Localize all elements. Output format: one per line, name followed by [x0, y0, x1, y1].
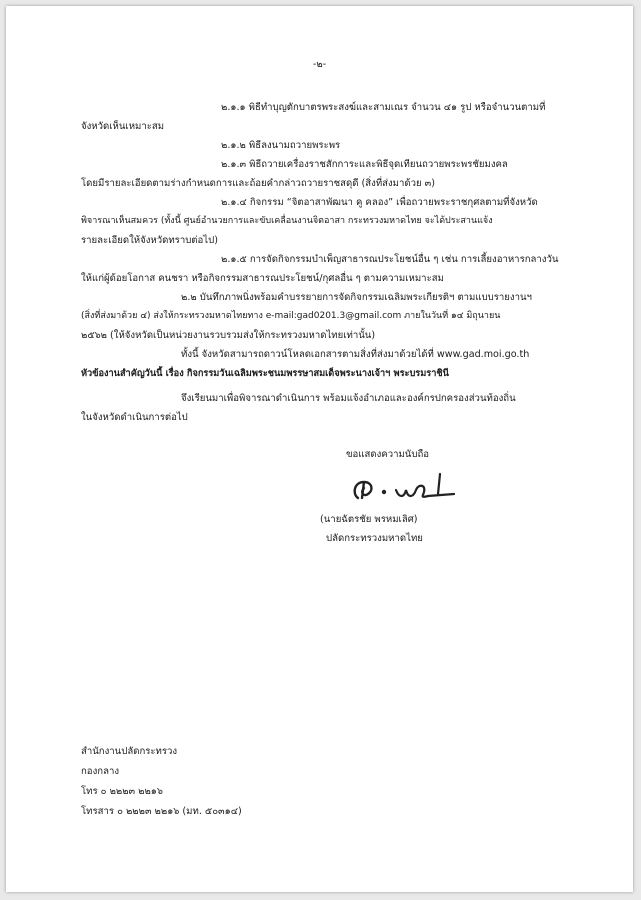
footer-phone: โทร ๐ ๒๒๒๓ ๒๒๑๖ [81, 786, 163, 797]
footer-fax: โทรสาร ๐ ๒๒๒๓ ๒๒๑๖ (มท. ๕๐๓๑๔) [81, 806, 242, 817]
body-line-15: หัวข้องานสำคัญวันนี้ เรื่อง กิจกรรมวันเฉลิมพระชนมพรรษาสมเด็จพระนางเจ้าฯ พระบรมราชินี [81, 368, 449, 379]
body-line-4: ๒.๑.๓ พิธีถวายเครื่องราชสักการะและพิธีจุดเทียนถวายพระพรชัยมงคล [221, 159, 508, 170]
body-line-2: จังหวัดเห็นเหมาะสม [81, 121, 165, 132]
body-line-9: ๒.๑.๕ การจัดกิจกรรมบำเพ็ญสาธารณประโยชน์อื่น ๆ เช่น การเลี้ยงอาหารกลางวัน [221, 254, 559, 265]
body-line-13: ๒๕๖๒ (ให้จังหวัดเป็นหน่วยงานรวบรวมส่งให้กระทรวงมหาดไทยเท่านั้น) [81, 330, 376, 341]
signer-name: (นายฉัตรชัย พรหมเลิศ) [320, 514, 418, 525]
closing-salutation: ขอแสดงความนับถือ [346, 449, 430, 460]
page-number: -๒- [312, 59, 327, 70]
body-line-3: ๒.๑.๒ พิธีลงนามถวายพระพร [221, 140, 341, 151]
footer-office: สำนักงานปลัดกระทรวง [81, 746, 178, 757]
body-line-10: ให้แก่ผู้ด้อยโอกาส คนชรา หรือกิจกรรมสาธารณประโยชน์/กุศลอื่น ๆ ตามความเหมาะสม [81, 273, 444, 284]
body-line-16: จึงเรียนมาเพื่อพิจารณาดำเนินการ พร้อมแจ้งอำเภอและองค์กรปกครองส่วนท้องถิ่น [181, 393, 516, 404]
body-line-6: ๒.๑.๔ กิจกรรม “จิตอาสาพัฒนา คู คลอง” เพื่อถวายพระราชกุศลตามที่จังหวัด [221, 197, 538, 208]
body-line-12: (สิ่งที่ส่งมาด้วย ๔) ส่งให้กระทรวงมหาดไทยทาง e-mail:gad0201.3@gmail.com ภายในวันที่ ๑๔ มิถุนายน [81, 311, 501, 321]
body-line-5: โดยมีรายละเอียดตามร่างกำหนดการและถ้อยคำกล่าวถวายราชสดุดี (สิ่งที่ส่งมาด้วย ๓) [81, 178, 435, 189]
body-line-17: ในจังหวัดดำเนินการต่อไป [81, 412, 188, 423]
body-line-7: พิจารณาเห็นสมควร (ทั้งนี้ ศูนย์อำนวยการและขับเคลื่อนงานจิตอาสา กระทรวงมหาดไทย จะได้ประสานแจ้ง [81, 216, 493, 226]
body-line-8: รายละเอียดให้จังหวัดทราบต่อไป) [81, 235, 218, 246]
signature [344, 468, 474, 508]
body-line-14: ทั้งนี้ จังหวัดสามารถดาวน์โหลดเอกสารตามสิ่งที่ส่งมาด้วยได้ที่ www.gad.moi.go.th [181, 349, 530, 360]
body-line-11: ๒.๒ บันทึกภาพนิ่งพร้อมคำบรรยายการจัดกิจกรรมเฉลิมพระเกียรติฯ ตามแบบรายงานฯ [181, 292, 532, 303]
footer-division: กองกลาง [81, 766, 120, 777]
signer-title: ปลัดกระทรวงมหาดไทย [326, 533, 423, 544]
document-page [6, 6, 633, 892]
body-line-1: ๒.๑.๑ พิธีทำบุญตักบาตรพระสงฆ์และสามเณร จำนวน ๔๑ รูป หรือจำนวนตามที่ [221, 102, 546, 113]
